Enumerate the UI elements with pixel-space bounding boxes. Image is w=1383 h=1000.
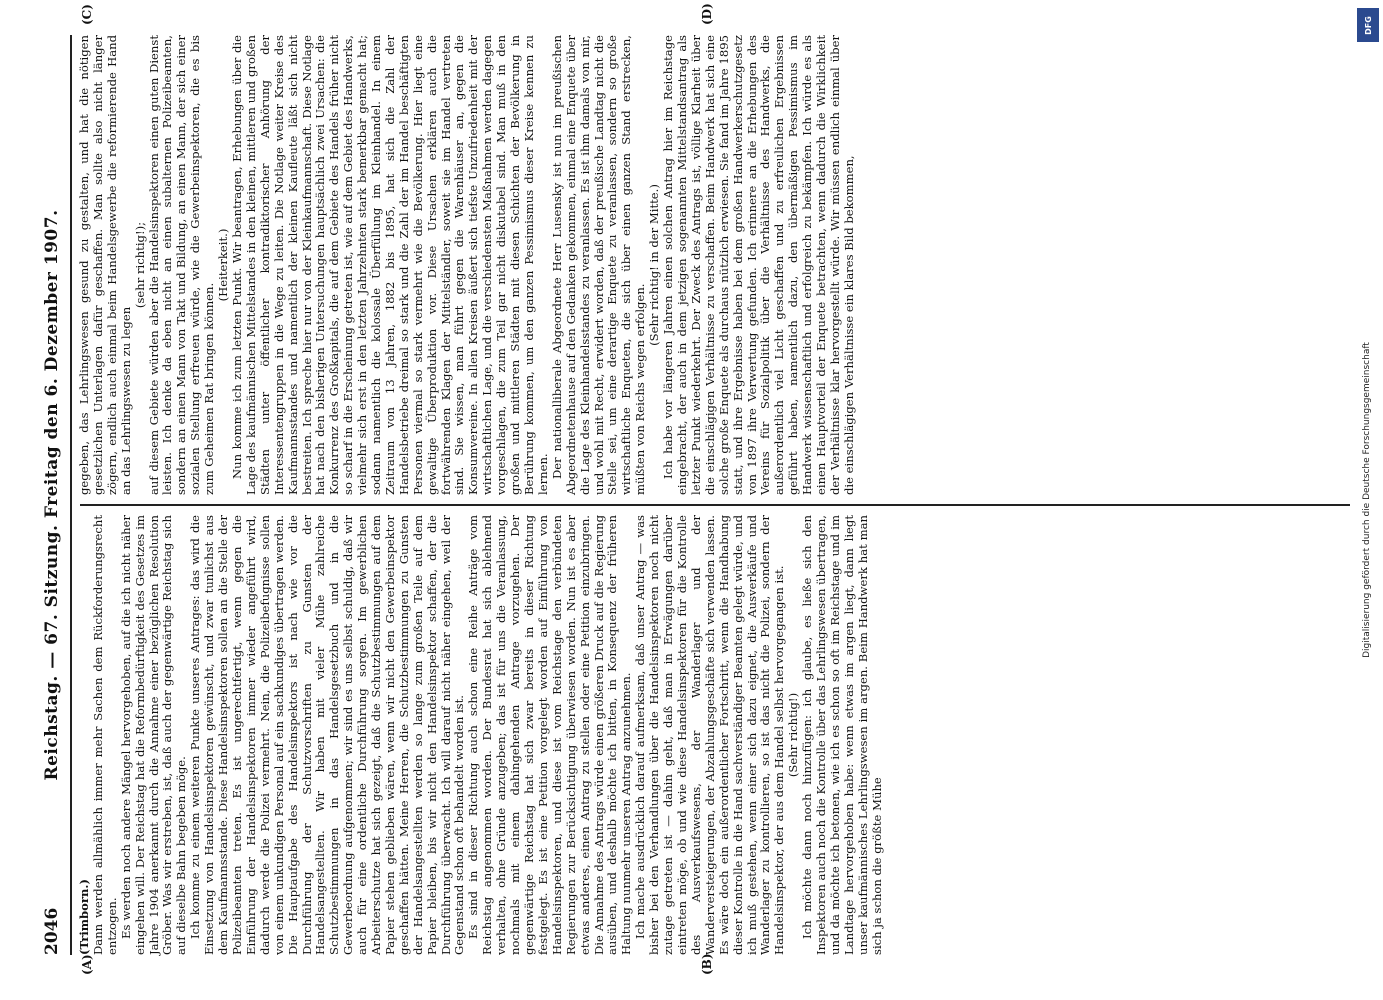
credit-text: Digitalisierung gefördert durch die Deutsche Forschungsgemeinschaft (1362, 342, 1372, 658)
interjection: (Sehr richtig!) (786, 692, 801, 778)
margin-letter-d: (D) (700, 3, 714, 25)
column-divider (80, 505, 1350, 507)
interjection: (Sehr richtig! in der Mitte.) (647, 184, 662, 346)
paragraph: gegeben, das Lehrlingswesen gesund zu gestalten, und hat die nötigen gesetzlichen Unterlagen dafür geschaffen. Man sollte also nicht länger zögern, endlich auch einmal beim Handelsgewerbe die reformierende Hand an das Lehrlingswesen zu legen (77, 35, 133, 495)
paragraph: Es sind in dieser Richtung auch schon eine Reihe Anträge vom Reichstag angenommen worden. Der Bundesrat hat sich ablehnend verhalten, ohne Gründe anzugeben; das ist für uns die Veranlassung, nochmals mit einem dahingehenden Antrage vorzugehen. Der gegenwärtige Reichstag hat sich zwar bereits in dieser Richtung festgelegt. Es ist eine Petition vorgelegt worden auf Einführung von Handelsinspektoren, und diese ist vom Reichstage den verbündeten Regierungen zur Berücksichtigung überwiesen worden. Nun ist es aber etwas anderes, einen Antrag zu stellen oder eine Petition einzubringen. Die Annahme des Antrags würde einen größeren Druck auf die Regierung ausüben, und deshalb möchte ich bitten, in Konsequenz der früheren Haltung nunmehr unseren Antrag anzunehmen. (466, 515, 634, 955)
margin-letter-b: (B) (700, 953, 714, 975)
paragraph: Ich komme zu einem weiteren Punkte unseres Antrages: das wird die Einsetzung von Handelsinspektoren gewünscht, und zwar tunlichst aus dem Kaufmannsstande. Diese Handelsinspektoren sollen an die Stelle der Polizeibeamten treten. Es ist ungerechtfertigt, wenn gegen die Einführung der Handelsinspektoren immer wieder angeführt wird, dadurch werde die Polizei vermehrt. Nein, die Polizeibefugnisse sollen von einem unkundigen Personal auf ein sachkundiges übertragen werden. Die Hauptaufgabe des Handelsinspektors ist nach wie vor die Durchführung der Schutzvorschriften zu Gunsten der Handelsangestellten. Wir haben mit vieler Mühe zahlreiche Schutzbestimmungen in das Handelsgesetzbuch und in die Gewerbeordnung aufgenommen; wir sind es uns selbst schuldig, daß wir auch für eine ordentliche Durchführung sorgen. Im gewerblichen Arbeiterschutze hat sich gezeigt, daß die Schutzbestimmungen auf dem Papier stehen geblieben wären, wenn wir nicht den Gewerbeinspektor geschaffen hätten. Meine Herren, die Schutzbestimmungen zu Gunsten der Handelsangestellten werden so lange zum großen Teile auf dem Papier bleiben, bis wir nicht den Handelsinspektor schaffen, der die Durchführung überwacht. Ich will darauf nicht näher eingehen, weil der Gegenstand schon oft behandelt worden ist. (188, 515, 467, 955)
dfg-logo-text: DFG (1363, 15, 1373, 35)
paragraph: auf diesem Gebiete würden aber die Handelsinspektoren einen guten Dienst leisten. Ich denke da eben nicht an einen subalternen Polizeibeamten, sondern an einen Mann von Takt und Bildung, an einen Mann, der sich einer sozialen Stellung erfreuen würde, wie die Gewerbeinspektoren, die es bis zum Geheimen Rat bringen können. (146, 35, 217, 495)
page-header (40, 35, 72, 955)
speaker-name: (Trimborn.) (77, 879, 91, 955)
paragraph: Dann werden allmählich immer mehr Sachen dem Rückforderungsrecht entzogen. (90, 515, 119, 955)
margin-letter-c: (C) (80, 4, 94, 25)
interjection: (sehr richtig!); (132, 221, 147, 309)
page-title: Reichstag. — 67. Sitzung. Freitag den 6. Dezember 1907. (42, 209, 62, 781)
paragraph: Der nationalliberale Abgeordnete Herr Lusensky ist nun im preußischen Abgeordnetenhause auf den Gedanken gekommen, einmal eine Enquete über die Lage des Kleinhandelsstandes zu veranlassen. Es ist ihm damals von mir, und wohl mit Recht, erwidert worden, daß der preußische Landtag nicht die Stelle sei, um eine derartige Enquete zu veranlassen, sondern so große wirtschaftliche Enqueten, die sich über einen ganzen Stand erstrecken, müßten von Reichs wegen erfolgen. (549, 35, 648, 495)
right-column (78, 35, 857, 495)
interjection: (Heiterkeit.) (216, 228, 231, 302)
left-column (78, 515, 885, 955)
page-number: 2046 (42, 907, 62, 955)
paragraph: Ich habe vor längeren Jahren einen solchen Antrag hier im Reichstage eingebracht, der auch in dem jetzigen sogenannten Mittelstandsantrag als letzter Punkt wiederkehrt. Der Zweck des Antrags ist, völlige Klarheit über die einschlägigen Verhältnisse zu verschaffen. Beim Handwerk hat sich eine solche große Enquete als durchaus nützlich erwiesen. Sie fand im Jahre 1895 statt, und ihre Ergebnisse haben bei dem großen Handwerkerschutzgesetz von 1897 ihre Verwertung gefunden. Ich erinnere an die Erhebungen des Vereins für Sozialpolitik über die Verhältnisse des Handwerks, die außerordentlich viel Licht geschaffen und zu erfreulichen Ergebnissen geführt haben, namentlich dazu, den übermäßigen Pessimismus im Handwerk wissenschaftlich und erfolgreich zu bekämpfen. Ich würde es als einen Hauptvorteil der Enquete betrachten, wenn dadurch die Wirklichkeit der Verhältnisse klar hervorgestellt würde. Wir müssen endlich einmal über die einschlägigen Verhältnisse ein klares Bild bekommen, (661, 35, 856, 495)
margin-letter-a: (A) (80, 954, 94, 975)
paragraph: Nun komme ich zum letzten Punkt. Wir beantragen, Erhebungen über die Lage des kaufmännischen Mittelstandes in den kleinen, mittleren und großen Städten unter öffentlicher kontradiktorischer Anhörung der Interessentengruppen in die Wege zu leiten. Die Notlage weiter Kreise des Kaufmannsstandes und namentlich der kleinen Kaufleute läßt sich nicht bestreiten. Ich spreche hier nur von der Kleinkaufmannschaft. Diese Notlage hat nach den bisherigen Untersuchungen hauptsächlich zwei Ursachen: die Konkurrenz des Großkapitals, die auf dem Gebiete des Handels früher nicht so scharf in die Erscheinung getreten ist, wie auf dem Gebiet des Handwerks, vielmehr sich erst in den letzten Jahrzehnten stark bemerkbar gemacht hat; sodann namentlich die kolossale Überfüllung im Kleinhandel. In einem Zeitraum von 13 Jahren, 1882 bis 1895, hat sich die Zahl der Handelsbetriebe dreimal so stark und die Zahl der im Handel beschäftigten Personen viermal so stark vermehrt wie die Bevölkerung. Hier liegt eine gewaltige Überproduktion vor. Diese Ursachen erklären auch die fortwährenden Klagen der Mittelständler, soweit sie im Handel vertreten sind. Sie wissen, man führt gegen die Warenhäuser an, gegen die Konsumvereine. In allen Kreisen äußert sich tiefste Unzufriedenheit mit der wirtschaftlichen Lage, und die verschiedensten Maßnahmen werden dagegen vorgeschlagen, die zum Teil gar nicht diskutabel sind. Man muß in den großen und mittleren Städten mit diesen Schichten der Bevölkerung in Berührung kommen, um den ganzen Pessimismus dieser Kreise kennen zu lernen. (229, 35, 550, 495)
paragraph: Ich möchte dann noch hinzufügen: ich glaube, es ließe sich den Inspektoren auch noch die Kontrolle über das Lehrlingswesen übertragen, und da möchte ich betonen, wie ich es schon so oft im Reichstage und im Landtage hervorgehoben habe: wenn etwas im argen liegt, dann liegt unser kaufmännisches Lehrlingswesen im argen. Beim Handwerk hat man sich ja schon die größte Mühe (800, 515, 884, 955)
digitization-credit (1359, 8, 1375, 992)
paragraph: Es werden noch andere Mängel hervorgehoben, auf die ich nicht näher eingehen will. Der Reichstag hat die Reformbedürftigkeit des Gesetzes im Jahre 1904 anerkannt durch die Annahme einer bezüglichen Resolution Gröber. Was wir erstreben, ist, daß auch der gegenwärtige Reichstag sich auf dieselbe Bahn begeben möge. (118, 515, 189, 955)
paragraph: Ich mache ausdrücklich darauf aufmerksam, daß unser Antrag — was bisher bei den Verhandlungen über die Handelsinspektoren noch nicht zutage getreten ist — dahin geht, daß man in Erwägungen darüber eintreten möge, ob und wie diese Handelsinspektoren für die Kontrolle des Ausverkaufswesens, der Wanderlager und der Wanderversteigerungen, der Abzahlungsgeschäfte sich verwenden lassen. Es wäre doch ein außerordentlicher Fortschritt, wenn die Handhabung dieser Kontrolle in die Hand sachverständiger Beamten gelegt würde, und ich muß gestehen, wenn einer sich dazu eignet, die Ausverkäufe und Wanderlager zu kontrollieren, so ist das nicht die Polizei, sondern der Handelsinspektor, der aus dem Handel selbst hervorgegangen ist. (633, 515, 787, 955)
